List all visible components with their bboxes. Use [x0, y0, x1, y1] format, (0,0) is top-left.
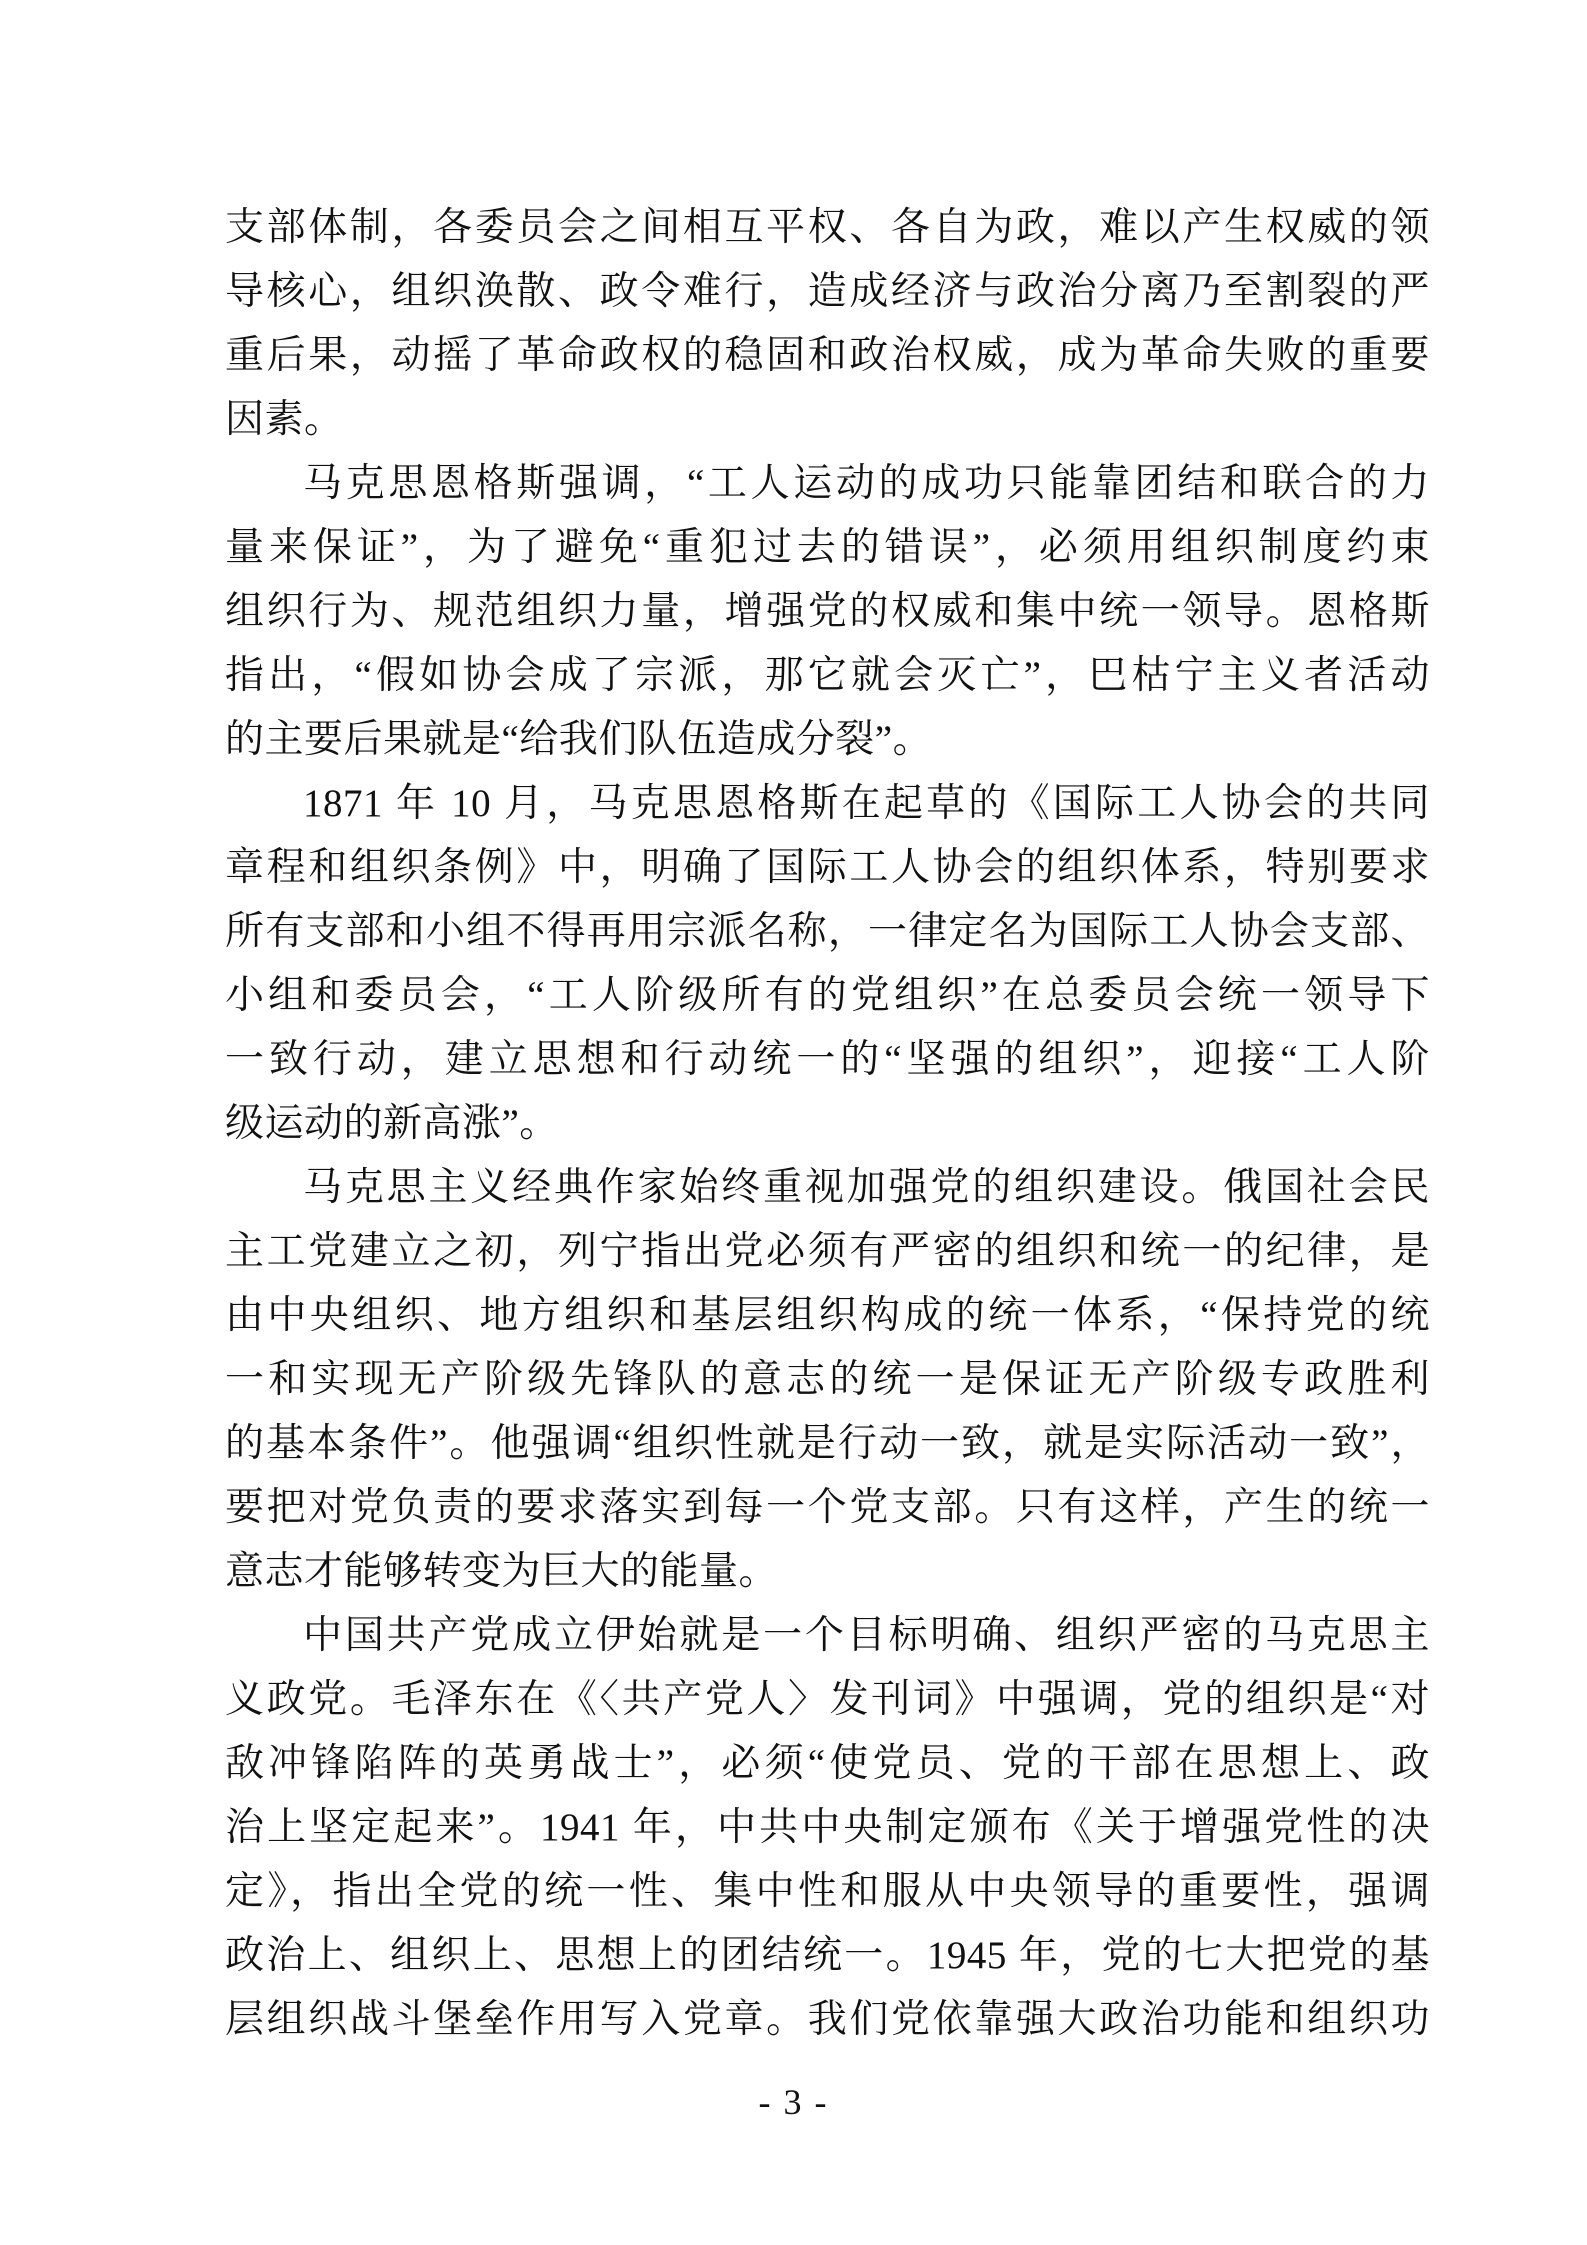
text-line: 层组织战斗堡垒作用写入党章。我们党依靠强大政治功能和组织功	[225, 1998, 1430, 2041]
text-line: 敌冲锋陷阵的英勇战士”，必须“使党员、党的干部在思想上、政	[225, 1742, 1430, 1785]
text-line: 小组和委员会，“工人阶级所有的党组织”在总委员会统一领导下	[225, 974, 1430, 1017]
text-line: 一致行动，建立思想和行动统一的“坚强的组织”，迎接“工人阶	[225, 1038, 1430, 1081]
text-line: 义政党。毛泽东在《〈共产党人〉发刊词》中强调，党的组织是“对	[225, 1678, 1430, 1721]
text-line: 1871 年 10 月，马克思恩格斯在起草的《国际工人协会的共同	[303, 782, 1430, 825]
document-body	[225, 196, 1430, 2052]
text-line: 的主要后果就是“给我们队伍造成分裂”。	[225, 718, 933, 761]
text-line: 马克思恩格斯强调，“工人运动的成功只能靠团结和联合的力	[303, 462, 1430, 505]
text-line: 章程和组织条例》中，明确了国际工人协会的组织体系，特别要求	[225, 846, 1430, 889]
text-line: 导核心，组织涣散、政令难行，造成经济与政治分离乃至割裂的严	[225, 270, 1430, 313]
page-number: - 3 -	[758, 2082, 829, 2122]
text-line: 中国共产党成立伊始就是一个目标明确、组织严密的马克思主	[303, 1614, 1430, 1657]
text-line: 指出，“假如协会成了宗派，那它就会灭亡”，巴枯宁主义者活动	[225, 654, 1430, 697]
text-line: 重后果，动摇了革命政权的稳固和政治权威，成为革命失败的重要	[225, 334, 1430, 377]
text-line: 要把对党负责的要求落实到每一个党支部。只有这样，产生的统一	[225, 1486, 1430, 1529]
text-line: 一和实现无产阶级先锋队的意志的统一是保证无产阶级专政胜利	[225, 1358, 1430, 1401]
text-line: 量来保证”，为了避免“重犯过去的错误”，必须用组织制度约束	[225, 526, 1430, 569]
text-line: 意志才能够转变为巨大的能量。	[225, 1550, 779, 1593]
text-line: 由中央组织、地方组织和基层组织构成的统一体系，“保持党的统	[225, 1294, 1430, 1337]
text-line: 级运动的新高涨”。	[225, 1102, 559, 1145]
text-line: 支部体制，各委员会之间相互平权、各自为政，难以产生权威的领	[225, 206, 1430, 249]
text-line: 因素。	[225, 398, 344, 441]
text-line: 组织行为、规范组织力量，增强党的权威和集中统一领导。恩格斯	[225, 590, 1430, 633]
text-line: 主工党建立之初，列宁指出党必须有严密的组织和统一的纪律，是	[225, 1230, 1430, 1273]
text-line: 的基本条件”。他强调“组织性就是行动一致，就是实际活动一致”，	[225, 1422, 1430, 1465]
text-line: 马克思主义经典作家始终重视加强党的组织建设。俄国社会民	[303, 1166, 1430, 1209]
text-line: 政治上、组织上、思想上的团结统一。1945 年，党的七大把党的基	[225, 1934, 1430, 1977]
text-line: 所有支部和小组不得再用宗派名称，一律定名为国际工人协会支部、	[225, 910, 1430, 953]
text-line: 治上坚定起来”。1941 年，中共中央制定颁布《关于增强党性的决	[225, 1806, 1430, 1849]
text-line: 定》，指出全党的统一性、集中性和服从中央领导的重要性，强调	[225, 1870, 1430, 1913]
